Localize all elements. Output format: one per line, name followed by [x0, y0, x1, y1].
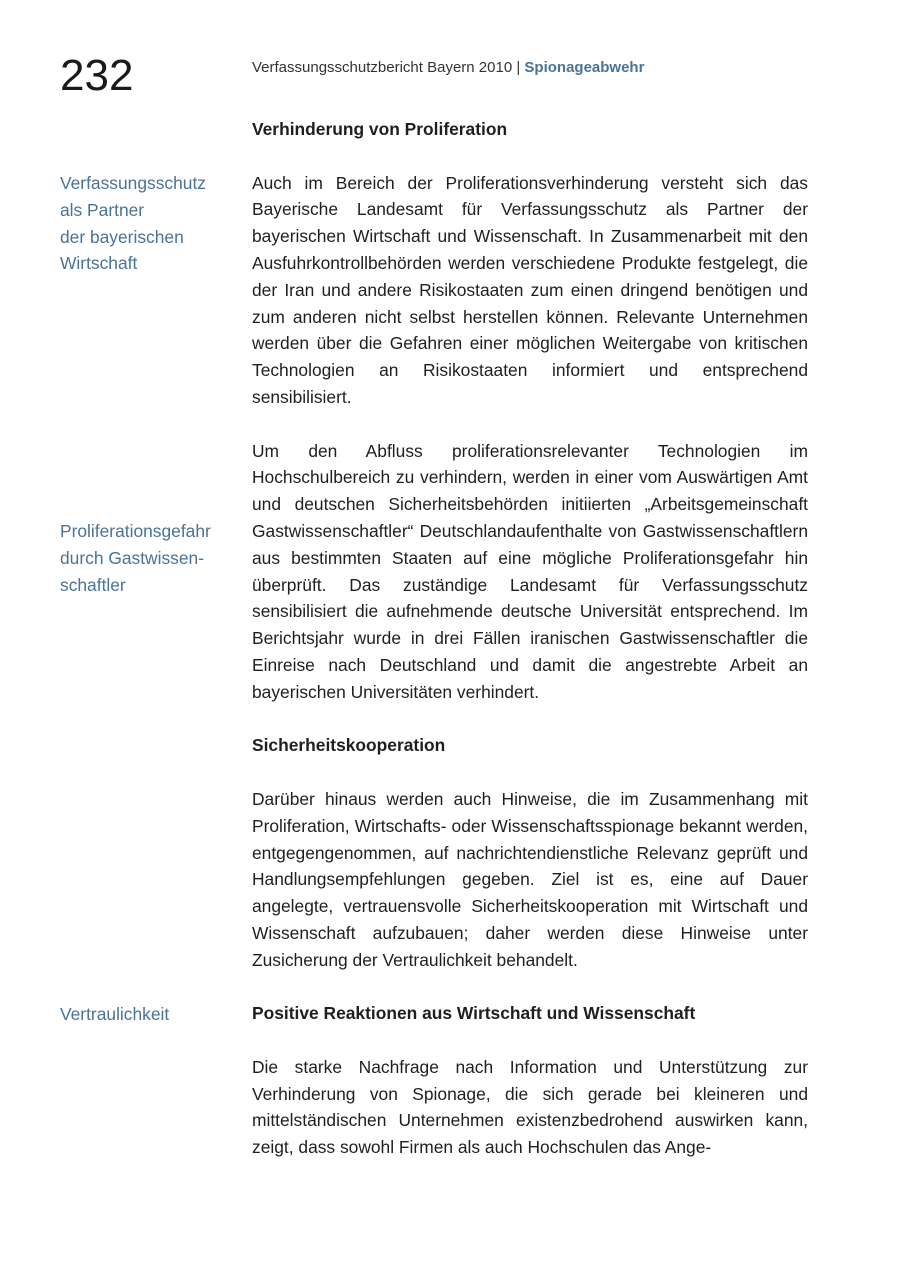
heading-positive-reaktionen: Positive Reaktionen aus Wirtschaft und Wissenschaft [252, 1003, 696, 1024]
page-number: 232 [60, 51, 134, 100]
sidenote-line: Proliferationsgefahr [60, 521, 211, 541]
main-content [252, 116, 808, 1161]
heading-sicherheitskooperation: Sicherheitskooperation [252, 735, 446, 756]
sidenote-line: Wirtschaft [60, 253, 138, 274]
sidenote-line: Vertraulichkeit [60, 1004, 170, 1024]
sidenote-line: schaftler [60, 574, 126, 595]
paragraph-partner: Auch im Bereich der Proliferationsverhinderung versteht sich das Bayerische Landesamt für Verfassungsschutz als Partner der bayerischen Wirtschaft und Wissenschaft. In Zusammenarbeit mit den Ausfuhrkontrollbehörden werden verschiedene Produkte festgelegt, die der Iran und andere Risikostaaten zum einen dringend benötigen und zum anderen nicht selbst herstellen können. Relevante Unternehmen werden über die Gefahren einer möglichen Weitergabe von kritischen Technologien an Risikostaaten informiert und entsprechend sensibilisiert. [252, 172, 808, 407]
heading-proliferation: Verhinderung von Proliferation [252, 119, 508, 139]
sidenote-partner [60, 170, 240, 277]
paragraph-sicherheitskooperation: Darüber hinaus werden auch Hinweise, die im Zusammenhang mit Proliferation, Wirtschafts- oder Wissenschaftsspionage bekannt werden, entgegengenommen, auf nachrichtendienstliche Relevanz geprüft und Handlungsempfehlungen gegeben. Ziel ist es, eine auf Dauer angelegte, vertrauensvolle Sicherheitskooperation mit Wirtschaft und Wissenschaft aufzubauen; daher werden diese Hinweise unter Zusicherung der Vertraulichkeit behandelt. [252, 788, 808, 970]
running-head [252, 58, 644, 78]
sidenote-line: der bayerischen [60, 226, 184, 247]
sidenote-proliferationsgefahr [60, 518, 240, 598]
section-title: Spionageabwehr [524, 59, 645, 76]
sidenote-vertraulichkeit [60, 1001, 240, 1028]
sidenote-line: Verfassungsschutz [60, 173, 206, 193]
publication-title: Verfassungsschutzbericht Bayern 2010 | [252, 59, 521, 76]
paragraph-nachfrage: Die starke Nachfrage nach Information und Unterstützung zur Verhinderung von Spionage, die sich gerade bei kleineren und mittelständischen Unternehmen existenzbedrohend auswirken kann, zeigt, dass sowohl Firmen als auch Hochschulen das Ange- [252, 1056, 808, 1158]
sidenote-line: durch Gastwissen- [60, 547, 205, 568]
paragraph-gastwissenschaftler: Um den Abfluss proliferationsrelevanter Technologien im Hochschulbereich zu verhindern, werden in einer vom Auswärtigen Amt und deutschen Sicherheitsbehörden initiierten „Arbeitsgemeinschaft Gastwissenschaftler“ Deutschlandaufenthalte von Gastwissenschaftlern aus bestimmten Staaten auf eine mögliche Proliferationsgefahr hin überprüft. Das zuständige Landesamt für Verfassungsschutz sensibilisiert die aufnehmende deutsche Universität entsprechend. Im Berichtsjahr wurde in drei Fällen iranischen Gastwissenschaftler die Einreise nach Deutschland und damit die angestrebte Arbeit an bayerischen Universitäten verhindert. [252, 440, 808, 702]
sidenote-line: als Partner [60, 199, 145, 220]
